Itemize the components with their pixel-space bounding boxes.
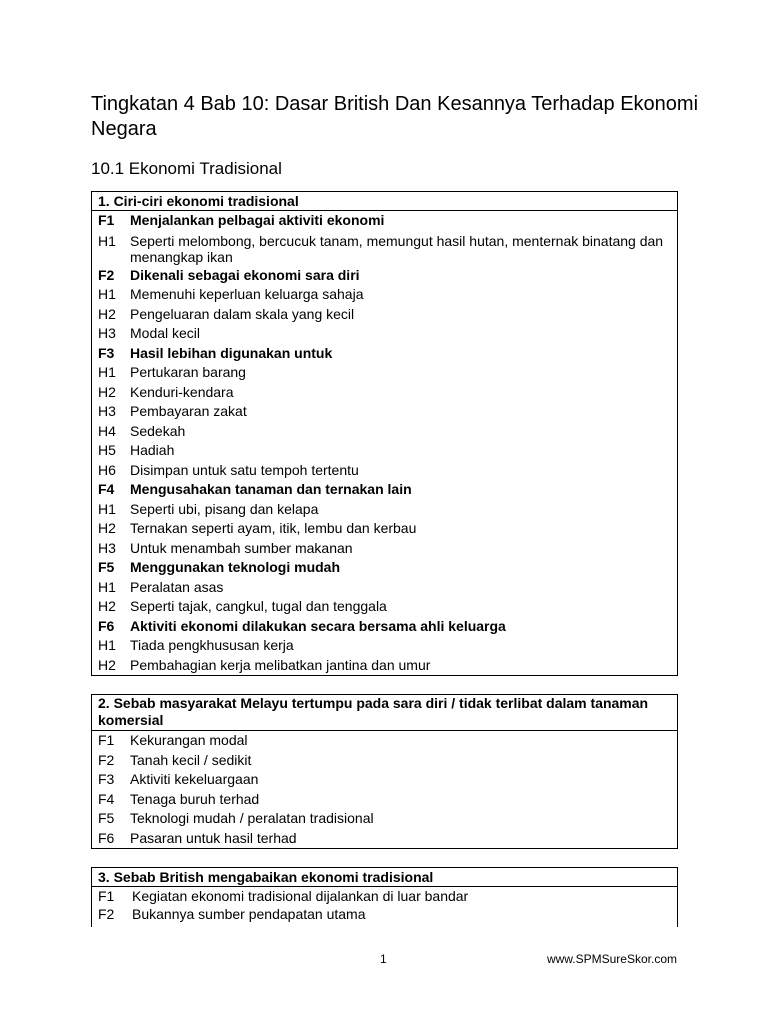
list-item [92, 266, 677, 286]
table-heading: 2. Sebab masyarakat Melayu tertumpu pada sara diri / tidak terlibat dalam tanaman komersial [92, 695, 677, 731]
item-text: Tiada pengkhususan kerja [130, 637, 294, 653]
item-text: Teknologi mudah / peralatan tradisional [130, 810, 374, 826]
page-number: 1 [380, 952, 387, 966]
list-item [92, 829, 677, 849]
list-item [92, 578, 677, 598]
list-item [92, 461, 677, 481]
item-code: H3 [98, 403, 116, 419]
item-text: Aktiviti ekonomi dilakukan secara bersama ahli keluarga [130, 617, 506, 634]
list-item [92, 422, 677, 442]
item-code: H1 [98, 637, 116, 653]
item-text: Hadiah [130, 442, 175, 458]
sebab-british-table [91, 867, 678, 927]
item-text: Disimpan untuk satu tempoh tertentu [130, 461, 359, 478]
item-code: H1 [98, 232, 116, 249]
item-code: H3 [98, 539, 116, 556]
list-item [92, 656, 677, 676]
list-item [92, 363, 677, 383]
item-text: Dikenali sebagai ekonomi sara diri [130, 266, 360, 283]
table-heading: 3. Sebab British mengabaikan ekonomi tradisional [92, 868, 677, 887]
table-rows [92, 211, 677, 675]
item-text: Pembahagian kerja melibatkan jantina dan umur [130, 656, 431, 673]
item-code: H1 [98, 364, 116, 380]
list-item [92, 519, 677, 539]
item-code: H1 [98, 578, 116, 595]
table-rows [92, 731, 677, 848]
list-item [92, 285, 677, 305]
item-code: H1 [98, 500, 116, 517]
section-heading: 10.1 Ekonomi Tradisional [91, 159, 282, 178]
list-item [92, 402, 677, 422]
item-code: F2 [98, 906, 115, 922]
item-text: Kekurangan modal [130, 732, 248, 748]
item-code: F5 [98, 559, 115, 575]
list-item [92, 597, 677, 617]
item-code: H2 [98, 383, 116, 400]
item-text: Aktiviti kekeluargaan [130, 771, 259, 787]
item-code: H2 [98, 305, 116, 322]
item-code: F6 [98, 829, 115, 846]
item-code: F3 [98, 771, 115, 787]
sebab-sara-diri-table [91, 694, 678, 849]
item-text: Pengeluaran dalam skala yang kecil [130, 305, 355, 322]
list-item [92, 344, 677, 364]
list-item [92, 731, 677, 751]
item-text: Tenaga buruh terhad [130, 790, 260, 807]
item-text: Mengusahakan tanaman dan ternakan lain [130, 481, 412, 497]
list-item [92, 636, 677, 656]
item-text: Pertukaran barang [130, 364, 246, 380]
item-text: Sedekah [130, 422, 186, 439]
list-item [92, 809, 677, 829]
item-code: H5 [98, 442, 116, 458]
item-code: F1 [98, 732, 115, 748]
table-rows [92, 887, 677, 923]
item-text: Kegiatan ekonomi tradisional dijalankan di luar bandar [132, 888, 469, 904]
page-title: Tingkatan 4 Bab 10: Dasar British Dan Kesannya Terhadap Ekonomi Negara [91, 93, 699, 140]
item-text: Menggunakan teknologi mudah [130, 559, 341, 575]
list-item [92, 770, 677, 790]
item-code: H2 [98, 656, 116, 673]
list-item [92, 500, 677, 520]
item-text: Hasil lebihan digunakan untuk [130, 344, 333, 361]
item-text: Seperti melombong, bercucuk tanam, memungut hasil hutan, menternak binatang dan menangkap ikan [130, 232, 664, 265]
item-text: Pasaran untuk hasil terhad [130, 829, 297, 846]
list-item [92, 539, 677, 559]
item-code: H4 [98, 422, 116, 439]
list-item [92, 305, 677, 325]
ciri-ciri-table [91, 191, 678, 676]
item-text: Tanah kecil / sedikit [130, 751, 252, 768]
table-heading: 1. Ciri-ciri ekonomi tradisional [92, 192, 677, 211]
list-item [92, 558, 677, 578]
item-code: F1 [98, 212, 115, 228]
item-text: Untuk menambah sumber makanan [130, 539, 353, 556]
list-item [92, 617, 677, 637]
item-text: Pembayaran zakat [130, 403, 247, 419]
list-item [92, 887, 677, 905]
item-code: F4 [98, 481, 115, 497]
list-item [92, 211, 677, 231]
item-text: Ternakan seperti ayam, itik, lembu dan kerbau [130, 520, 417, 536]
list-item [92, 905, 677, 923]
item-text: Seperti ubi, pisang dan kelapa [130, 500, 319, 517]
item-code: H2 [98, 520, 116, 536]
item-code: F2 [98, 751, 115, 768]
list-item [92, 441, 677, 461]
item-code: F3 [98, 344, 115, 361]
item-text: Modal kecil [130, 325, 201, 341]
item-text: Peralatan asas [130, 578, 224, 595]
item-text: Memenuhi keperluan keluarga sahaja [130, 286, 364, 302]
item-code: H6 [98, 461, 116, 478]
list-item [92, 790, 677, 810]
list-item [92, 383, 677, 403]
item-code: F2 [98, 266, 115, 283]
item-code: F4 [98, 790, 115, 807]
item-text: Menjalankan pelbagai aktiviti ekonomi [130, 212, 385, 228]
footer-website: www.SPMSureSkor.com [546, 952, 677, 966]
item-code: F1 [98, 888, 115, 904]
item-code: H3 [98, 325, 116, 341]
item-code: F5 [98, 810, 115, 826]
item-text: Kenduri-kendara [130, 383, 234, 400]
item-code: H2 [98, 598, 116, 614]
list-item [92, 324, 677, 344]
item-text: Bukannya sumber pendapatan utama [132, 906, 366, 922]
item-code: H1 [98, 286, 116, 302]
list-item [92, 480, 677, 500]
list-item [92, 751, 677, 771]
item-text: Seperti tajak, cangkul, tugal dan tenggala [130, 598, 387, 614]
item-code: F6 [98, 617, 115, 634]
list-item [92, 231, 677, 266]
